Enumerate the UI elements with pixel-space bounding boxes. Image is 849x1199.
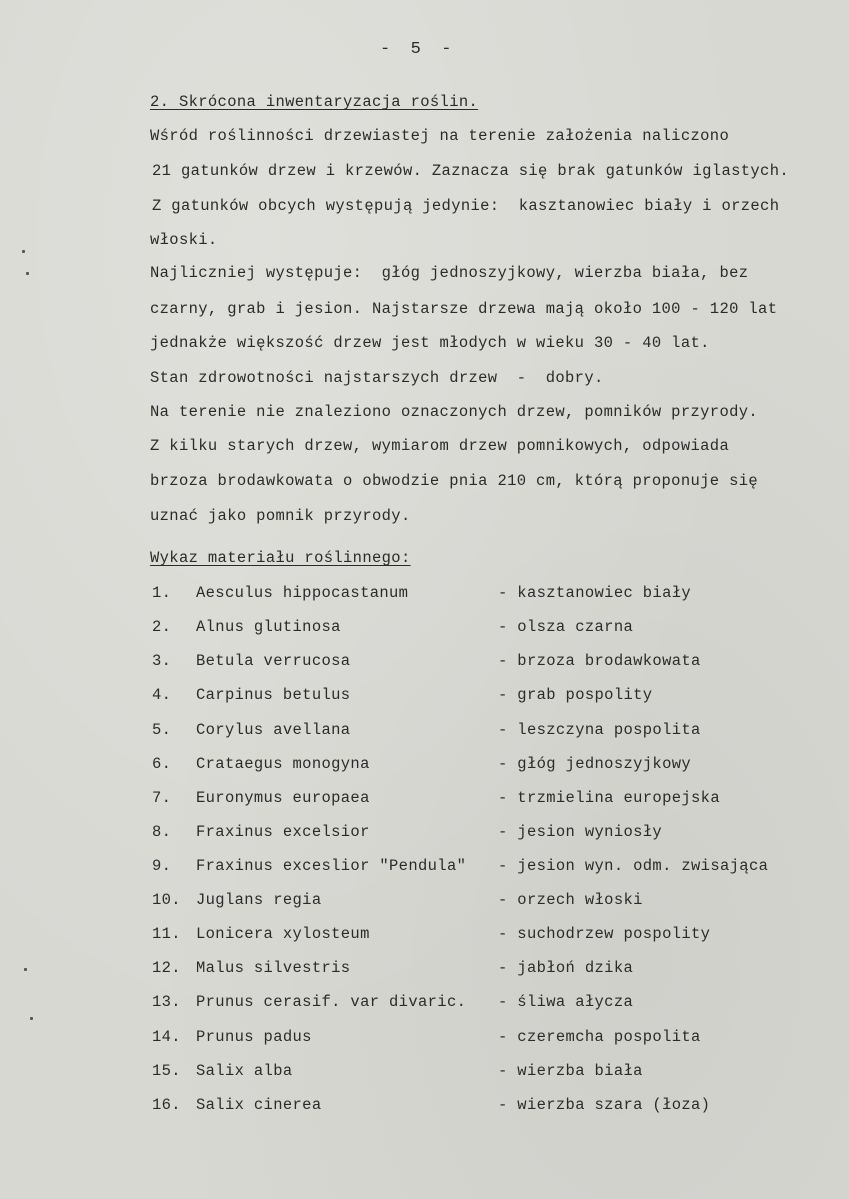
- paragraph-line: brzoza brodawkowata o obwodzie pnia 210 cm, którą proponuje się: [150, 472, 759, 490]
- polish-name: - jesion wyn. odm. zwisająca: [498, 857, 769, 875]
- polish-name: - orzech włoski: [498, 891, 643, 909]
- polish-name: - czeremcha pospolita: [498, 1028, 701, 1046]
- list-item: [0, 823, 849, 843]
- list-item: [0, 1062, 849, 1082]
- latin-name: Prunus padus: [196, 1028, 312, 1046]
- item-number: 11.: [152, 925, 181, 943]
- paragraph-line: włoski.: [150, 231, 218, 249]
- paragraph-line: Stan zdrowotności najstarszych drzew - dobry.: [150, 369, 604, 387]
- item-number: 15.: [152, 1062, 181, 1080]
- scan-speck: [26, 272, 29, 275]
- scan-speck: [24, 968, 27, 971]
- polish-name: - grab pospolity: [498, 686, 653, 704]
- latin-name: Malus silvestris: [196, 959, 351, 977]
- page-number: - 5 -: [380, 40, 452, 59]
- scan-speck: [22, 250, 25, 253]
- item-number: 5.: [152, 721, 172, 739]
- list-item: [0, 584, 849, 604]
- paragraph-line: uznać jako pomnik przyrody.: [150, 507, 411, 525]
- paragraph-line: czarny, grab i jesion. Najstarsze drzewa mają około 100 - 120 lat: [150, 300, 778, 318]
- polish-name: - trzmielina europejska: [498, 789, 720, 807]
- list-item: [0, 618, 849, 638]
- list-item: [0, 755, 849, 775]
- item-number: 2.: [152, 618, 172, 636]
- list-item: [0, 1028, 849, 1048]
- latin-name: Fraxinus exceslior "Pendula": [196, 857, 467, 875]
- scan-speck: [30, 1017, 33, 1020]
- item-number: 9.: [152, 857, 172, 875]
- list-item: [0, 925, 849, 945]
- list-item: [0, 857, 849, 877]
- paragraph-line: jednakże większość drzew jest młodych w wieku 30 - 40 lat.: [150, 334, 710, 352]
- polish-name: - jabłoń dzika: [498, 959, 634, 977]
- item-number: 8.: [152, 823, 172, 841]
- item-number: 7.: [152, 789, 172, 807]
- polish-name: - brzoza brodawkowata: [498, 652, 701, 670]
- latin-name: Aesculus hippocastanum: [196, 584, 409, 602]
- latin-name: Euronymus europaea: [196, 789, 370, 807]
- item-number: 1.: [152, 584, 172, 602]
- paragraph-line: 21 gatunków drzew i krzewów. Zaznacza się brak gatunków iglastych.: [152, 162, 789, 180]
- polish-name: - głóg jednoszyjkowy: [498, 755, 692, 773]
- polish-name: - śliwa ałycza: [498, 993, 634, 1011]
- list-heading: Wykaz materiału roślinnego:: [150, 549, 411, 567]
- item-number: 4.: [152, 686, 172, 704]
- list-item: [0, 652, 849, 672]
- latin-name: Prunus cerasif. var divaric.: [196, 993, 467, 1011]
- polish-name: - wierzba biała: [498, 1062, 643, 1080]
- paragraph-line: Na terenie nie znaleziono oznaczonych drzew, pomników przyrody.: [150, 403, 759, 421]
- latin-name: Crataegus monogyna: [196, 755, 370, 773]
- latin-name: Carpinus betulus: [196, 686, 351, 704]
- paragraph-line: Z gatunków obcych występują jedynie: kasztanowiec biały i orzech: [152, 197, 780, 215]
- paragraph-line: Wśród roślinności drzewiastej na terenie założenia naliczono: [150, 127, 730, 145]
- polish-name: - leszczyna pospolita: [498, 721, 701, 739]
- list-item: [0, 789, 849, 809]
- latin-name: Alnus glutinosa: [196, 618, 341, 636]
- latin-name: Salix alba: [196, 1062, 293, 1080]
- paragraph-line: Z kilku starych drzew, wymiarom drzew pomnikowych, odpowiada: [150, 437, 730, 455]
- polish-name: - kasztanowiec biały: [498, 584, 692, 602]
- latin-name: Fraxinus excelsior: [196, 823, 370, 841]
- paragraph-line: Najliczniej występuje: głóg jednoszyjkowy, wierzba biała, bez: [150, 264, 749, 282]
- latin-name: Betula verrucosa: [196, 652, 351, 670]
- polish-name: - suchodrzew pospolity: [498, 925, 711, 943]
- polish-name: - jesion wyniosły: [498, 823, 663, 841]
- item-number: 14.: [152, 1028, 181, 1046]
- item-number: 6.: [152, 755, 172, 773]
- latin-name: Salix cinerea: [196, 1096, 322, 1114]
- list-item: [0, 959, 849, 979]
- item-number: 13.: [152, 993, 181, 1011]
- polish-name: - wierzba szara (łoza): [498, 1096, 711, 1114]
- list-item: [0, 686, 849, 706]
- latin-name: Juglans regia: [196, 891, 322, 909]
- section-heading: 2. Skrócona inwentaryzacja roślin.: [150, 93, 479, 111]
- polish-name: - olsza czarna: [498, 618, 634, 636]
- item-number: 3.: [152, 652, 172, 670]
- latin-name: Lonicera xylosteum: [196, 925, 370, 943]
- list-item: [0, 993, 849, 1013]
- list-item: [0, 721, 849, 741]
- latin-name: Corylus avellana: [196, 721, 351, 739]
- list-item: [0, 891, 849, 911]
- list-item: [0, 1096, 849, 1116]
- item-number: 16.: [152, 1096, 181, 1114]
- item-number: 12.: [152, 959, 181, 977]
- item-number: 10.: [152, 891, 181, 909]
